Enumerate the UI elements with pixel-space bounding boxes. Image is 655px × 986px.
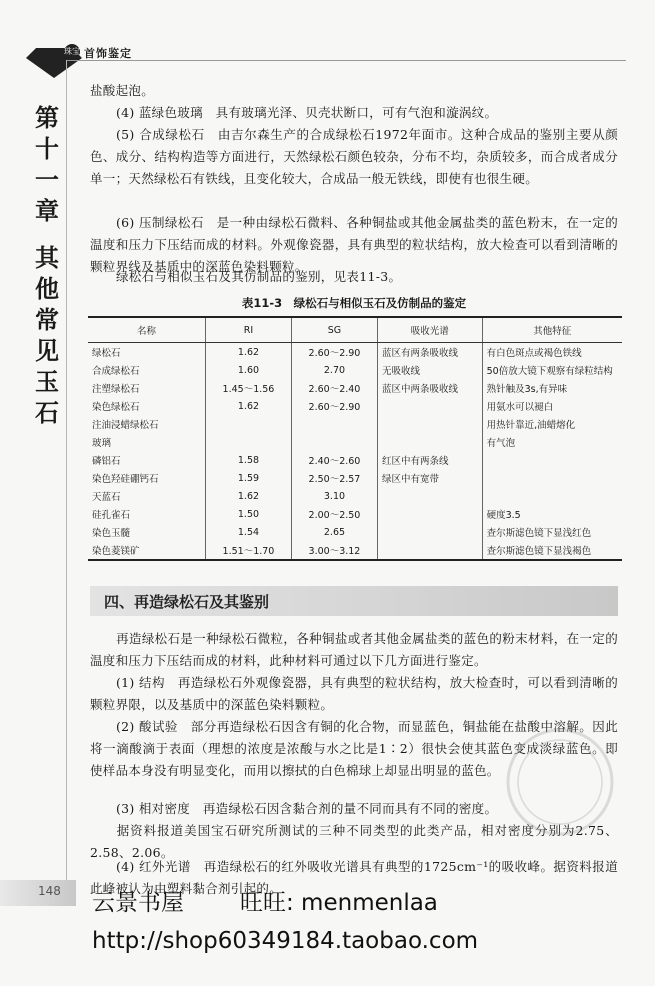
- table-row: [88, 469, 622, 487]
- chapter-title-char: 常: [35, 305, 59, 334]
- paragraph: (5) 合成绿松石 由吉尔森生产的合成绿松石1972年面市。这种合成品的鉴别主要从颜色、成分、结构构造等方面进行，天然绿松石颜色较杂，分布不均，杂质较多，而合成者成分单一；天然绿松石有铁线，且变化较大，合成品一般无铁线，即使有也很生硬。: [90, 127, 618, 186]
- table-row: [88, 433, 622, 451]
- column-header: 其他特征: [482, 317, 622, 343]
- table-cell: 2.00～2.50: [291, 505, 377, 523]
- paragraph: (4) 红外光谱 再造绿松石的红外吸收光谱具有典型的1725cm⁻¹的吸收峰。据资料报道此峰被认为由塑料黏合剂引起的。: [90, 859, 618, 896]
- header-diamond-icon: [26, 58, 82, 78]
- running-header-title: 首饰鉴定: [84, 47, 132, 60]
- table-cell: [377, 433, 482, 451]
- chapter-label: [32, 102, 62, 428]
- chapter-title-char: 玉: [35, 367, 59, 396]
- table-cell: 查尔斯滤色镜下显浅红色: [482, 523, 622, 541]
- paragraph: (3) 相对密度 再造绿松石因含黏合剂的量不同而具有不同的密度。: [116, 801, 498, 816]
- table-cell: 蓝区有两条吸收线: [377, 343, 482, 362]
- section-heading-bar: [90, 586, 618, 616]
- table-cell: 1.54: [205, 523, 291, 541]
- table-cell: 磷铝石: [92, 456, 121, 467]
- chapter-char: 十: [35, 134, 59, 163]
- column-header: 名称: [88, 317, 205, 343]
- table-cell: 3.10: [291, 487, 377, 505]
- paragraph: 再造绿松石是一种绿松石微粒，各种铜盐或者其他金属盐类的蓝色的粉末材料，在一定的温度和压力下压结而成的材料，此种材料可通过以下几方面进行鉴定。: [90, 631, 618, 668]
- table-cell: 染色玉髓: [92, 528, 131, 539]
- identification-table: [88, 316, 622, 561]
- table-cell: [205, 433, 291, 451]
- table-cell: 1.62: [205, 343, 291, 362]
- table-cell: 用热针靠近,油蜡熔化: [482, 415, 622, 433]
- paragraph: 据资料报道美国宝石研究所测试的三种不同类型的此类产品，相对密度分别为2.75、2.58、2.06。: [90, 823, 618, 860]
- table-cell: [377, 541, 482, 560]
- watermark-wangwang: 旺旺: menmenlaa: [240, 890, 438, 916]
- table-cell: 2.60～2.90: [291, 397, 377, 415]
- table-row: [88, 451, 622, 469]
- column-header: 吸收光谱: [377, 317, 482, 343]
- header-rule: [66, 60, 626, 61]
- table-row: [88, 487, 622, 505]
- table-cell: 用氨水可以褪白: [482, 397, 622, 415]
- chapter-char: 章: [35, 196, 59, 225]
- column-header: RI: [205, 317, 291, 343]
- table-cell: 玻璃: [92, 438, 112, 449]
- table-cell: [205, 415, 291, 433]
- table-cell: [482, 487, 622, 505]
- table-row: [88, 415, 622, 433]
- table-cell: 3.00～3.12: [291, 541, 377, 560]
- table-row: [88, 541, 622, 560]
- table-caption: 表11-3 绿松石与相似玉石及仿制品的鉴定: [241, 296, 467, 310]
- chapter-title-char: 他: [35, 274, 59, 303]
- table-cell: 无吸收线: [377, 361, 482, 379]
- chapter-char: 第: [35, 103, 59, 132]
- table-cell: [377, 415, 482, 433]
- table-cell: 注油浸蜡绿松石: [92, 420, 159, 431]
- chapter-title-char: 其: [35, 243, 59, 272]
- table-cell: 2.60～2.90: [291, 343, 377, 362]
- table-cell: 1.58: [205, 451, 291, 469]
- watermark-line-1: [92, 884, 438, 917]
- table-cell: 50倍放大镜下观察有绿粒结构: [482, 361, 622, 379]
- table-cell: 硬度3.5: [482, 505, 622, 523]
- table-cell: 1.59: [205, 469, 291, 487]
- table-cell: 1.45～1.56: [205, 379, 291, 397]
- table-cell: 合成绿松石: [92, 366, 140, 377]
- paragraph: 绿松石与相似玉石及其仿制品的鉴别，见表11-3。: [116, 269, 402, 284]
- table-cell: 有气泡: [482, 433, 622, 451]
- table-cell: 绿区中有宽带: [377, 469, 482, 487]
- table-cell: 2.40～2.60: [291, 451, 377, 469]
- table-cell: 染色菱镁矿: [88, 541, 205, 560]
- paragraph: (1) 结构 再造绿松石外观像瓷器，具有典型的粒状结构，放大检查时，可以看到清晰的颗粒界限，以及基质中的深蓝色染料颗粒。: [90, 675, 618, 712]
- table-cell: 查尔斯滤色镜下显浅褐色: [482, 541, 622, 560]
- side-margin-rule: [66, 60, 67, 880]
- table-cell: 染色羟硅硼钙石: [92, 474, 159, 485]
- chapter-char: 一: [35, 165, 59, 194]
- watermark-shop: 云景书屋: [92, 890, 184, 916]
- table-row: [88, 505, 622, 523]
- table-cell: 1.51～1.70: [205, 541, 291, 560]
- table-row: [88, 361, 622, 379]
- table-cell: 熟针触及3s,有异味: [482, 379, 622, 397]
- header-seal: 珠宝: [64, 44, 80, 60]
- table-cell: 2.70: [291, 361, 377, 379]
- table-cell: 蓝区中两条吸收线: [377, 379, 482, 397]
- paragraph: 盐酸起泡。: [90, 83, 155, 98]
- table-row: [88, 379, 622, 397]
- table-cell: 天蓝石: [92, 492, 121, 503]
- table-cell: 红区中有两条线: [377, 451, 482, 469]
- table-cell: [377, 487, 482, 505]
- table-cell: 1.62: [205, 397, 291, 415]
- table-cell: [291, 415, 377, 433]
- table-cell: 染色绿松石: [92, 402, 140, 413]
- table-row: [88, 397, 622, 415]
- table-cell: 注塑绿松石: [92, 384, 140, 395]
- table-cell: 1.62: [205, 487, 291, 505]
- table-cell: 硅孔雀石: [92, 510, 131, 521]
- paragraph: (2) 酸试验 部分再造绿松石因含有铜的化合物，而显蓝色，铜盐能在盐酸中溶解。因此将一滴酸滴于表面（理想的浓度是浓酸与水之比是1∶2）很快会使其蓝色变成淡绿蓝色。即使样品本身没有明显变化，而用以擦拭的白色棉球上却显出明显的蓝色。: [90, 719, 618, 778]
- watermark-url: http://shop60349184.taobao.com: [92, 928, 479, 954]
- table-row: [88, 343, 622, 362]
- table-cell: 2.50～2.57: [291, 469, 377, 487]
- table-cell: 1.60: [205, 361, 291, 379]
- table-row: [88, 523, 622, 541]
- table-header-row: [88, 317, 622, 343]
- chapter-title-char: 石: [35, 398, 59, 427]
- watermark-stamp-icon: [500, 722, 620, 842]
- chapter-title-char: 见: [35, 336, 59, 365]
- table-cell: [291, 433, 377, 451]
- table-cell: 2.60～2.40: [291, 379, 377, 397]
- table-cell: 1.50: [205, 505, 291, 523]
- table-cell: [482, 469, 622, 487]
- column-header: SG: [291, 317, 377, 343]
- table-cell: [377, 505, 482, 523]
- paragraph: (4) 蓝绿色玻璃 具有玻璃光泽、贝壳状断口，可有气泡和漩涡纹。: [116, 105, 498, 120]
- page-number: 148: [38, 884, 61, 898]
- paragraph: (6) 压制绿松石 是一种由绿松石微料、各种铜盐或其他金属盐类的蓝色粉末，在一定的温度和压力下压结而成的材料。外观像瓷器，具有典型的粒状结构，放大检查可以看到清晰的颗粒界线及基质中的深蓝色染料颗粒。: [90, 215, 618, 274]
- table-cell: [377, 523, 482, 541]
- section-title: 四、再造绿松石及其鉴别: [104, 593, 270, 611]
- table-cell: [377, 397, 482, 415]
- table-cell: 2.65: [291, 523, 377, 541]
- table-cell: 绿松石: [92, 348, 121, 359]
- table-cell: 有白色斑点或褐色铁线: [482, 343, 622, 362]
- table-cell: [482, 451, 622, 469]
